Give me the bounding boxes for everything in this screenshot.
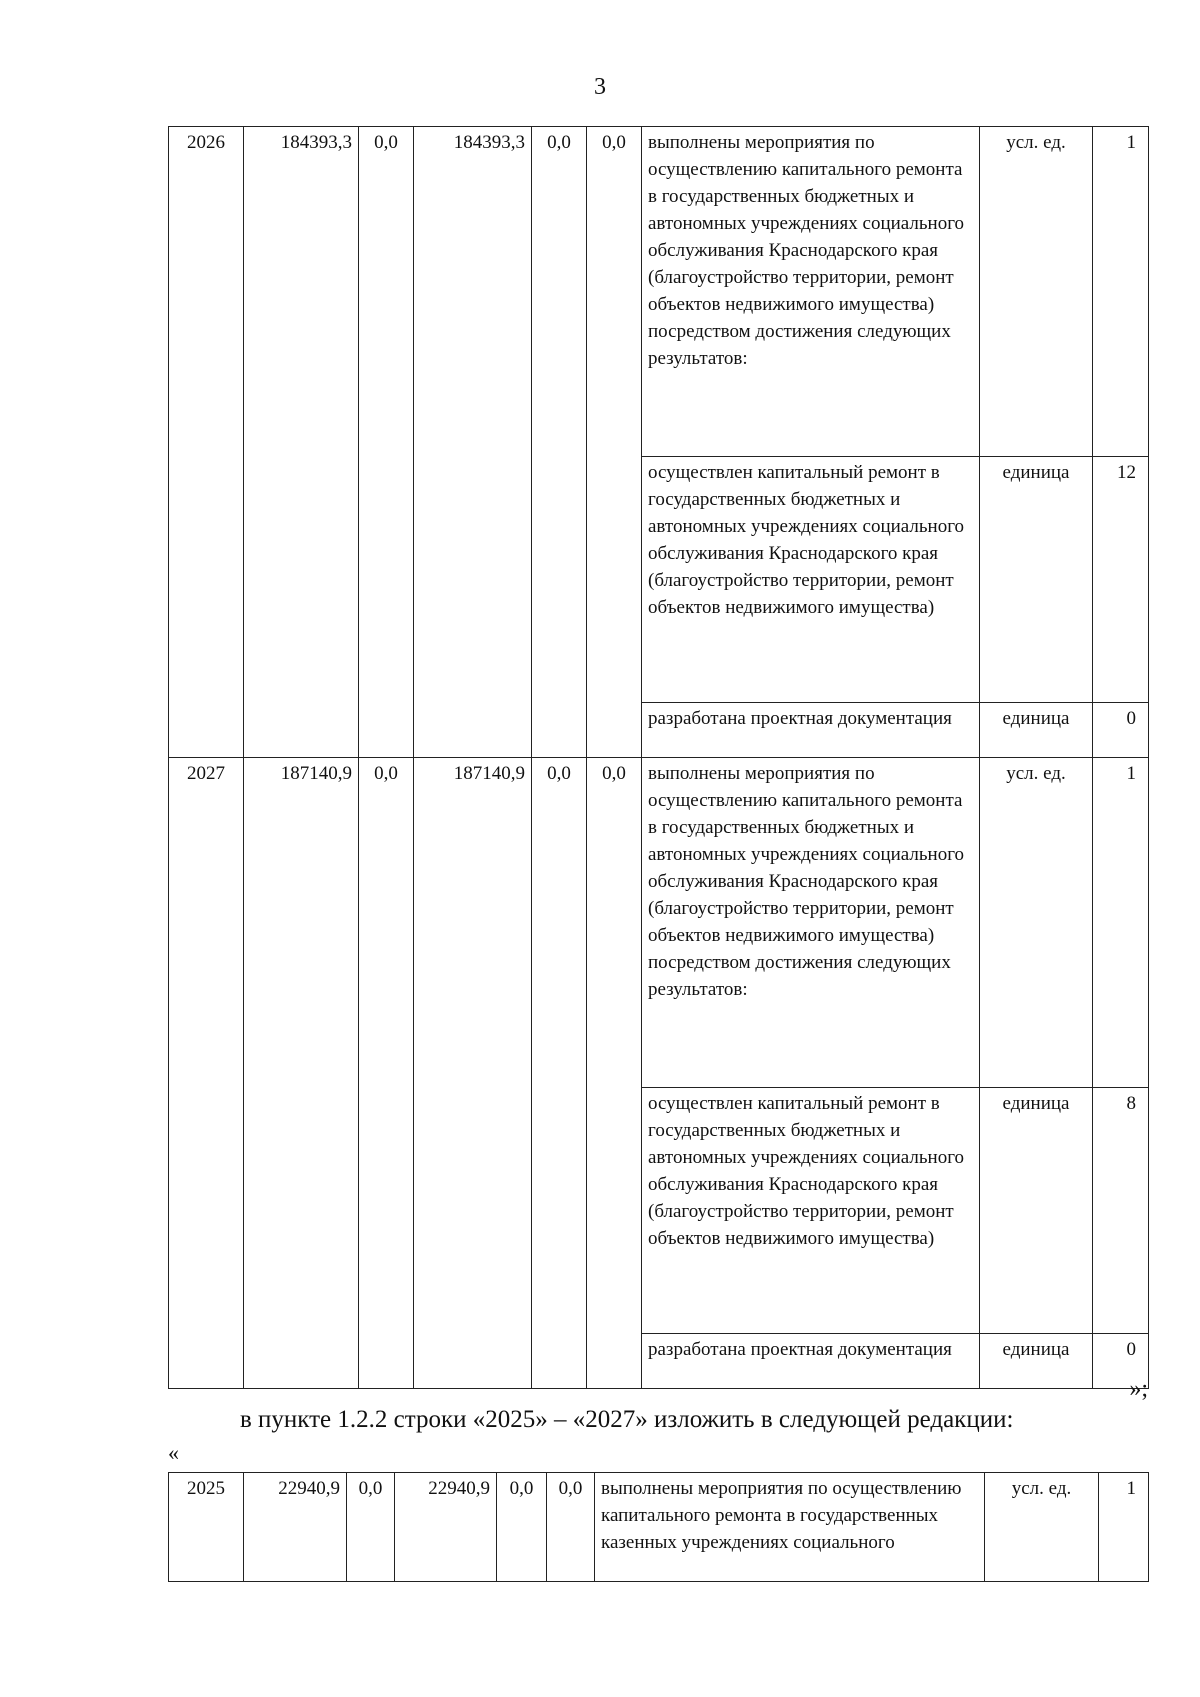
- result-value: 12: [1093, 457, 1149, 703]
- result-description: выполнены мероприятия по осуществлению капитального ремонта в государственных бюджетных и автономных учреждениях социального обслуживания Краснодарского края (благоустройство территории, ремонт объектов недвижимого имущества) посредством достижения следующих результатов:: [642, 758, 980, 1088]
- result-description: осуществлен капитальный ремонт в государственных бюджетных и автономных учреждениях социального обслуживания Краснодарского края (благоустройство территории, ремонт объектов недвижимого имущества): [642, 457, 980, 703]
- result-value: 0: [1093, 703, 1149, 758]
- year-cell: 2025: [169, 1473, 244, 1582]
- table-row: [169, 1473, 1149, 1582]
- opening-quote: «: [168, 1440, 179, 1465]
- amount-cell: 0,0: [359, 127, 414, 758]
- amount-cell: 0,0: [347, 1473, 395, 1582]
- closing-quote: »;: [1129, 1376, 1148, 1402]
- result-unit: единица: [980, 703, 1093, 758]
- results-table-2025: [168, 1472, 1149, 1582]
- amount-cell: 184393,3: [414, 127, 532, 758]
- result-unit: усл. ед.: [980, 758, 1093, 1088]
- year-cell: 2026: [169, 127, 244, 758]
- table-row: [169, 758, 1149, 1088]
- result-unit: единица: [980, 457, 1093, 703]
- amount-cell: 187140,9: [414, 758, 532, 1389]
- result-unit: усл. ед.: [980, 127, 1093, 457]
- result-value: 8: [1093, 1088, 1149, 1334]
- amount-cell: 0,0: [532, 758, 587, 1389]
- amount-cell: 0,0: [532, 127, 587, 758]
- amount-cell: 0,0: [587, 127, 642, 758]
- total-cell: 22940,9: [244, 1473, 347, 1582]
- instruction-paragraph: в пункте 1.2.2 строки «2025» – «2027» изложить в следующей редакции:: [240, 1406, 1014, 1433]
- amount-cell: 0,0: [497, 1473, 547, 1582]
- amount-cell: 0,0: [359, 758, 414, 1389]
- page-number: 3: [594, 74, 606, 100]
- year-cell: 2027: [169, 758, 244, 1389]
- amount-cell: 22940,9: [395, 1473, 497, 1582]
- amount-cell: 0,0: [587, 758, 642, 1389]
- result-unit: единица: [980, 1334, 1093, 1389]
- results-table: [168, 126, 1149, 1389]
- result-description: осуществлен капитальный ремонт в государственных бюджетных и автономных учреждениях социального обслуживания Краснодарского края (благоустройство территории, ремонт объектов недвижимого имущества): [642, 1088, 980, 1334]
- amount-cell: 0,0: [547, 1473, 595, 1582]
- result-description: выполнены мероприятия по осуществлению капитального ремонта в государственных казенных учреждениях социального: [595, 1473, 985, 1582]
- result-value: 1: [1093, 758, 1149, 1088]
- result-description: разработана проектная документация: [642, 703, 980, 758]
- total-cell: 184393,3: [244, 127, 359, 758]
- total-cell: 187140,9: [244, 758, 359, 1389]
- result-value: 1: [1099, 1473, 1149, 1582]
- result-unit: усл. ед.: [985, 1473, 1099, 1582]
- result-unit: единица: [980, 1088, 1093, 1334]
- result-value: 0: [1093, 1334, 1149, 1389]
- result-value: 1: [1093, 127, 1149, 457]
- table-row: [169, 127, 1149, 457]
- result-description: разработана проектная документация: [642, 1334, 980, 1389]
- result-description: выполнены мероприятия по осуществлению капитального ремонта в государственных бюджетных и автономных учреждениях социального обслуживания Краснодарского края (благоустройство территории, ремонт объектов недвижимого имущества) посредством достижения следующих результатов:: [642, 127, 980, 457]
